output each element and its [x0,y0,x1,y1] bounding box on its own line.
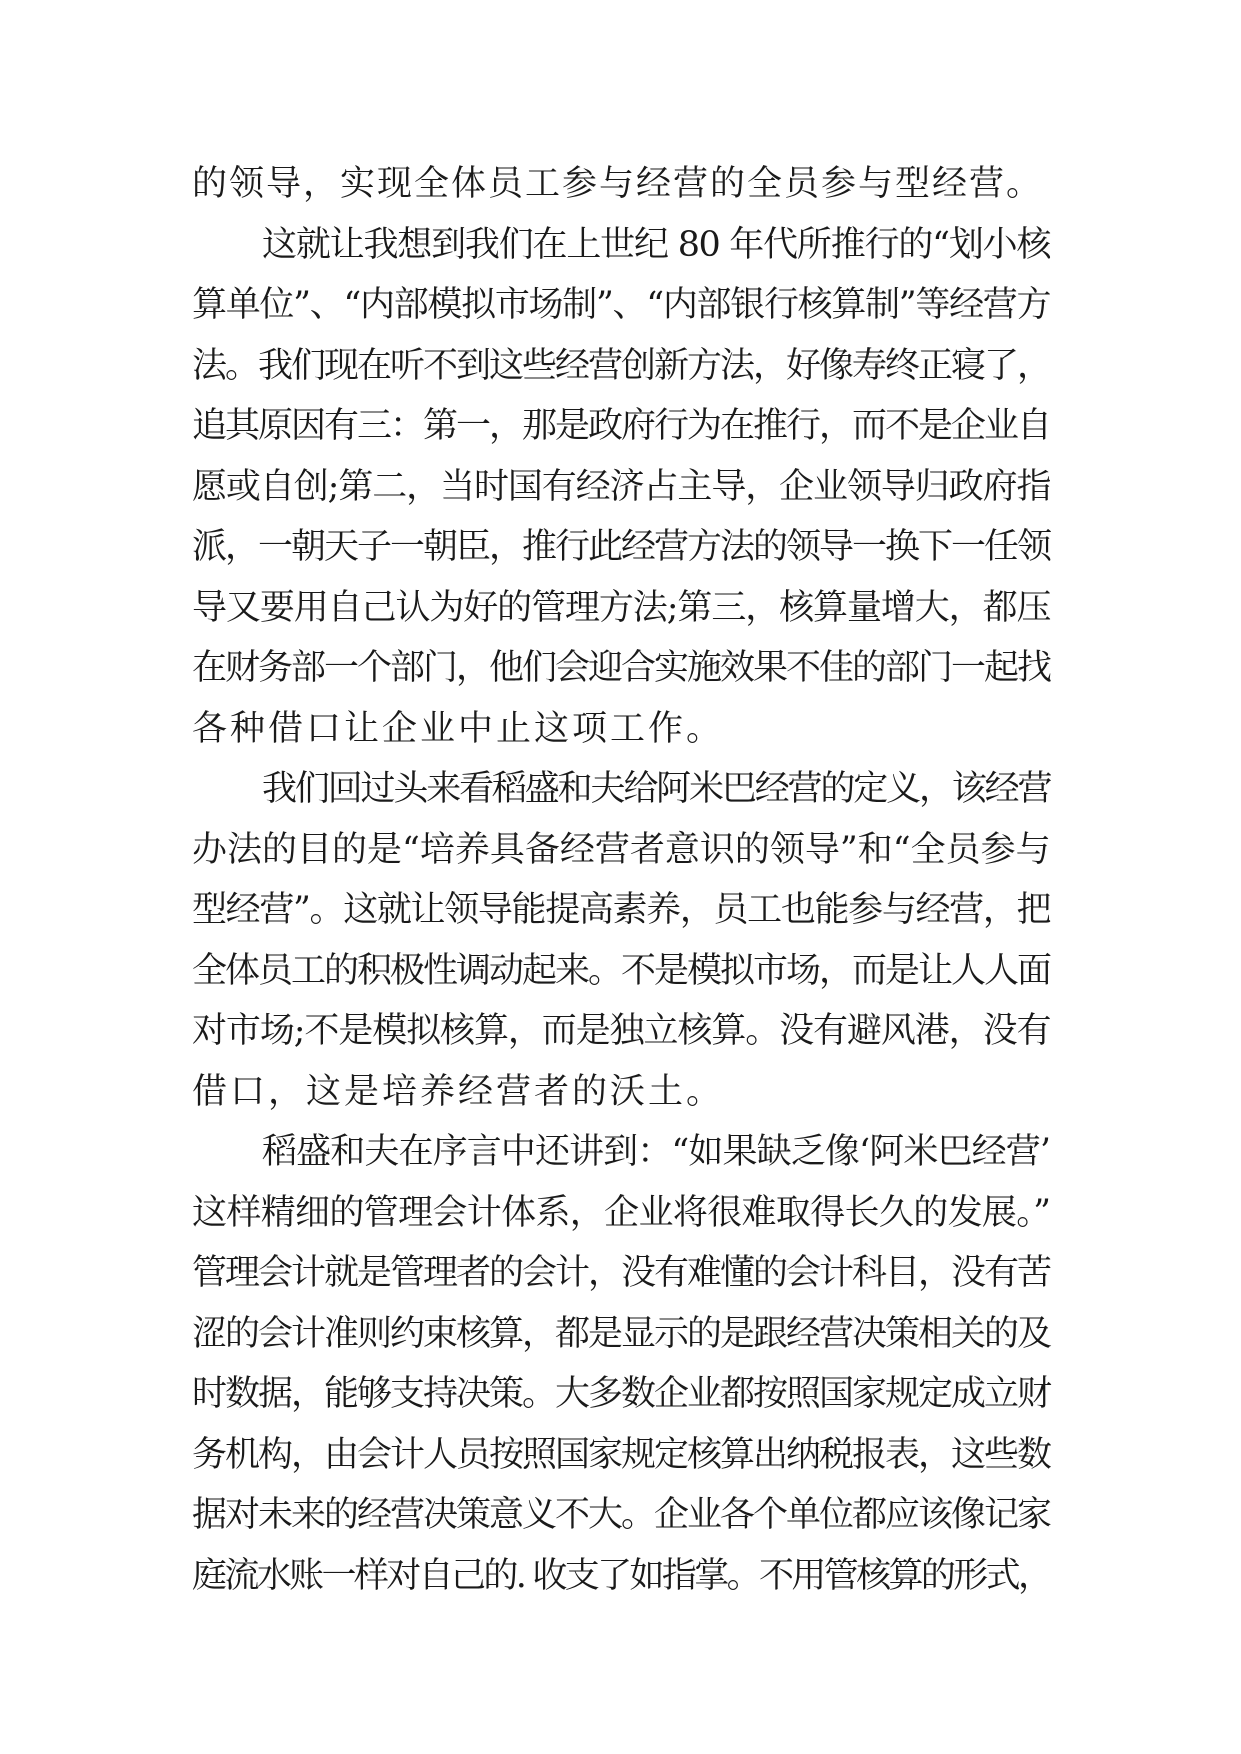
text-line: 涩的会计准则约束核算，都是显示的是跟经营决策相关的及 [192,1313,1051,1354]
text-line: 时数据，能够支持决策。大多数企业都按照国家规定成立财 [192,1374,1051,1414]
text-line: 我们回过头来看稻盛和夫给阿米巴经营的定义，该经营 [262,769,1050,809]
text-line: 的领导，实现全体员工参与经营的全员参与型经营。 [192,164,1044,204]
text-line: 派，一朝天子一朝臣，推行此经营方法的领导一换下一任领 [192,527,1051,567]
text-line: 管理会计就是管理者的会计，没有难懂的会计科目，没有苦 [192,1253,1051,1293]
text-line: 愿或自创;第二，当时国有经济占主导，企业领导归政府指 [192,466,1050,507]
text-line: 型经营”。这就让领导能提高素养，员工也能参与经营，把 [192,890,1050,930]
text-line: 据对未来的经营决策意义不大。企业各个单位都应该像记家 [192,1495,1051,1535]
text-line: 追其原因有三：第一，那是政府行为在推行，而不是企业自 [192,406,1051,446]
text-line: 这就让我想到我们在上世纪 80 年代所推行的“划小核 [262,224,1050,265]
text-line: 这样精细的管理会计体系，企业将很难取得长久的发展。” [192,1192,1050,1233]
text-line: 稻盛和夫在序言中还讲到：“如果缺乏像‘阿米巴经营’ [262,1132,1050,1172]
text-line: 借口，这是培养经营者的沃土。 [192,1071,725,1112]
text-line: 务机构，由会计人员按照国家规定核算出纳税报表，这些数 [192,1434,1051,1475]
text-line: 导又要用自己认为好的管理方法;第三，核算量增大，都压 [192,587,1050,628]
text-line: 各种借口让企业中止这项工作。 [192,708,725,749]
text-line: 庭流水账一样对自己的. 收支了如指掌。不用管核算的形式， [192,1555,1050,1596]
text-line: 法。我们现在听不到这些经营创新方法，好像寿终正寝了， [192,345,1051,386]
text-line: 算单位”、“内部模拟市场制”、“内部银行核算制”等经营方 [192,285,1050,325]
text-line: 在财务部一个部门，他们会迎合实施效果不佳的部门一起找 [192,648,1051,688]
body-text [192,154,1050,1606]
text-line: 对市场;不是模拟核算，而是独立核算。没有避风港，没有 [192,1011,1050,1051]
text-line: 办法的目的是“培养具备经营者意识的领导”和“全员参与 [192,829,1051,870]
text-line: 全体员工的积极性调动起来。不是模拟市场，而是让人人面 [192,950,1051,991]
